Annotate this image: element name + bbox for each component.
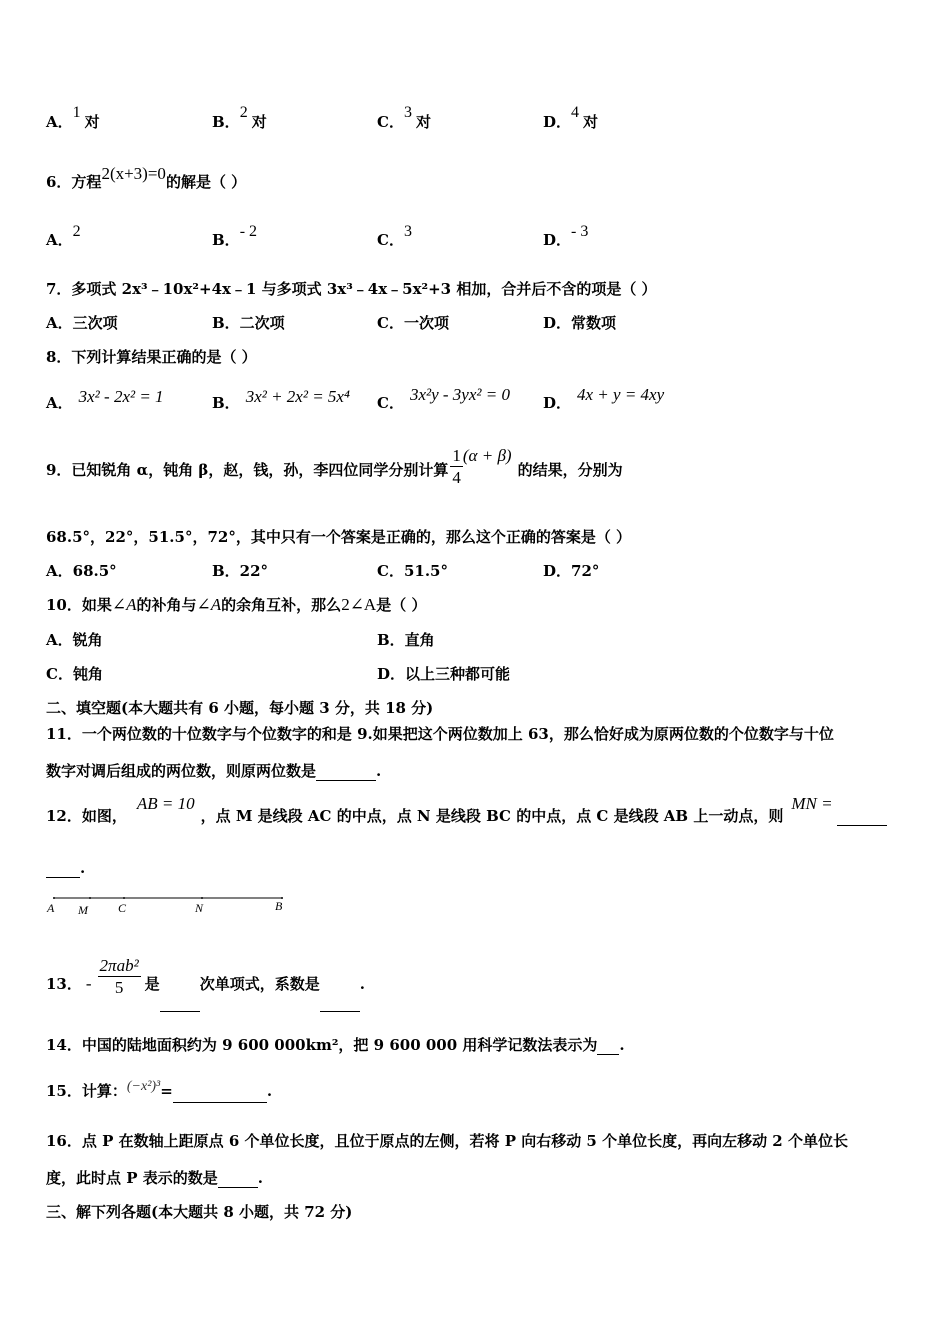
q8-option-b: B． 3x² + 2x² = 5x⁴ <box>212 387 350 412</box>
point-a-label: A <box>47 901 55 915</box>
point-b-label: B <box>275 899 283 913</box>
point-n-label: N <box>195 901 204 915</box>
q13-blank-degree[interactable] <box>160 995 200 1012</box>
q5-option-c: C．3对 <box>377 104 431 131</box>
point-c-dot <box>123 897 125 899</box>
q12-question: 12．如图，AB = 10，点 M 是线段 AC 的中点，点 N 是线段 BC 的中点，点 C 是线段 AB 上一动点，则MN = <box>46 806 887 826</box>
q15-question: 15．计算：(−x²)³= . <box>46 1081 272 1103</box>
point-c-label: C <box>118 901 127 915</box>
point-m-label: M <box>78 903 88 917</box>
q9-option-a: A．68.5° <box>46 562 117 580</box>
q11-answer-blank[interactable] <box>316 764 376 781</box>
q12-answer-cont: . <box>46 858 85 878</box>
point-n-dot <box>201 897 203 899</box>
q7-option-b: B．二次项 <box>212 314 285 332</box>
q6-option-c: C．3 <box>377 223 412 249</box>
q9-question: 9．已知锐角 α，钝角 β，赵，钱，孙，李四位同学分别计算 $\frac{1}{4}$ (α + β)的结果，分别为 <box>46 445 623 487</box>
q12-answer-blank[interactable] <box>837 809 887 826</box>
q8-option-c: C． 3x²y - 3yx² = 0 <box>377 385 510 412</box>
q16-line1: 16．点 P 在数轴上距原点 6 个单位长度，且位于原点的左侧，若将 P 向右移动 5 个单位长度，再向左移动 2 个单位长 <box>46 1132 848 1150</box>
q10-question: 10．如果∠A的补角与∠A的余角互补，那么2∠A是（ ） <box>46 595 427 614</box>
q8-option-d: D． 4x + y = 4xy <box>543 385 665 412</box>
q6-question: 6．方程2(x+3)=0的解是（ ） <box>46 164 247 191</box>
q12-segment-figure <box>40 888 300 918</box>
q6-option-a: A．2 <box>46 223 81 249</box>
q5-option-b: B．2对 <box>212 104 267 131</box>
q10-option-b: B．直角 <box>377 631 435 649</box>
q5-option-a: A．1对 <box>46 104 100 131</box>
q11-line1: 11．一个两位数的十位数字与个位数字的和是 9.如果把这个两位数加上 63，那么恰好成为原两位数的个位数字与十位 <box>46 725 834 743</box>
q7-option-a: A．三次项 <box>46 314 118 332</box>
q13-blank-coefficient[interactable] <box>320 995 360 1012</box>
q13-fraction: $\frac{\text{2πab²}}{5}$ <box>99 955 139 997</box>
q8-question: 8．下列计算结果正确的是（ ） <box>46 348 257 366</box>
q14-answer-blank[interactable] <box>597 1038 619 1055</box>
q6-option-b: B．- 2 <box>212 223 258 249</box>
q16-line2: 度，此时点 P 表示的数是 . <box>46 1169 263 1187</box>
q14-question: 14．中国的陆地面积约为 9 600 000km²，把 9 600 000 用科学记数法表示为 . <box>46 1036 625 1054</box>
point-a-dot <box>53 897 55 899</box>
section3-heading: 三、解下列各题(本大题共 8 小题，共 72 分) <box>46 1203 353 1221</box>
q9-option-d: D．72° <box>543 562 600 580</box>
q11-line2: 数字对调后组成的两位数，则原两位数是 . <box>46 762 382 780</box>
q10-option-d: D．以上三种都可能 <box>377 665 511 683</box>
q9-fraction: $\frac{1}{4}$ <box>452 445 461 487</box>
q7-question: 7．多项式 2x³﹣10x²+4x﹣1 与多项式 3x³﹣4x﹣5x²+3 相加，合并后不含的项是（ ） <box>46 280 657 298</box>
q7-option-d: D．常数项 <box>543 314 617 332</box>
q16-answer-blank[interactable] <box>218 1171 258 1188</box>
q5-option-d: D．4对 <box>543 104 599 131</box>
q10-option-c: C．钝角 <box>46 665 103 683</box>
q10-option-a: A．锐角 <box>46 631 103 649</box>
q8-option-a: A． 3x² - 2x² = 1 <box>46 387 164 412</box>
q9-line2: 68.5°，22°，51.5°，72°，其中只有一个答案是正确的，那么这个正确的答案是（ ） <box>46 528 632 546</box>
q7-option-c: C．一次项 <box>377 314 449 332</box>
q9-option-b: B．22° <box>212 562 269 580</box>
q9-option-c: C．51.5° <box>377 562 448 580</box>
q15-answer-blank[interactable] <box>173 1086 267 1103</box>
q13-question: 13． - $\frac{\text{2πab²}}{5}$ 是 次单项式，系数是 . <box>46 956 365 1012</box>
section2-heading: 二、填空题(本大题共有 6 小题，每小题 3 分，共 18 分) <box>46 699 434 717</box>
q12-answer-blank-cont[interactable] <box>46 861 80 878</box>
point-m-dot <box>89 897 91 899</box>
q6-option-d: D．- 3 <box>543 223 589 249</box>
